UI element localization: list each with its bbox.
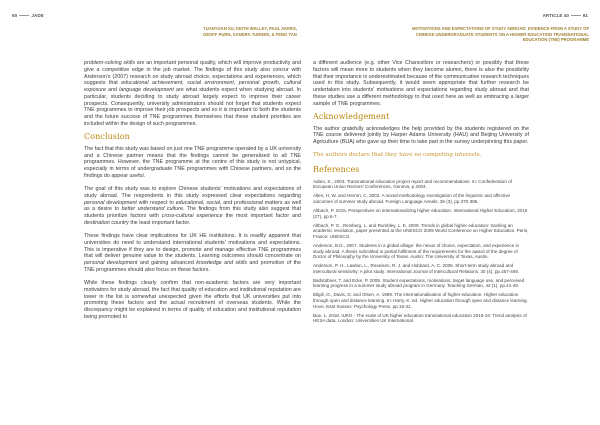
body-text: matters as well as a desire to — [84, 199, 301, 213]
reference-item: Adam, S., 2003. Transnational education project report and recommendations. In: Confederation of European Union Rectors' Conferences, Geneva, p.2004. — [313, 178, 512, 190]
left-page-header — [12, 13, 44, 18]
conclusion-paragraph-2 — [84, 186, 301, 227]
right-article-label: ARTICLE 40 — [542, 13, 569, 18]
author-list: YUANYUAN XU, KEITH WALLEY, PAUL AKERS, GEOFF PURN, SANDRA TURNER, & FENG TAN — [203, 26, 297, 37]
body-text: and gaining advanced — [137, 260, 197, 266]
emphasis-text: language development — [119, 87, 174, 93]
body-text: and promotion of the TNE programmes should also focus on these factors. — [84, 260, 301, 273]
discussion-paragraph — [84, 60, 301, 128]
right-page-header — [543, 13, 588, 18]
reference-item: Bilgili, O., Davis, D. and Olsen, A. 1999. The internationalisation of higher education. Higher education through open and distance learning. In: Harry, K. ed. Higher education through open and distance learning. Hove, East Sussex: Psychology Press, pp.15-31. — [313, 292, 528, 309]
body-text: are what students expect when studying abroad. In particular, students deciding to study abroad largely expect to improve their career prospects. Consequently, university administrators should not forget that students expect TNE programmes to improve their job prospects and so it is important to both the students and the future success of TNE programmes themselves that these student priorities are included within the design of such programmes. — [84, 87, 302, 127]
body-text: The goal of this study was to explore Chinese students' motivations and expectations of study abroad. The respondents in this study expressed clear expectations regarding — [84, 186, 301, 199]
acknowledgement-heading: Acknowledgement — [313, 111, 390, 121]
body-text: the least important factor. — [128, 219, 191, 226]
reference-item: Anderson, B.D., 2007. Students in a global village: the nexus of choice, expectation, and experience in study abroad. A thesis submitted in partial fulfilment of the requirements for the award of the degree of Doctor of Philosophy by the University of Texas. Austin: The University of Texas, Austin. — [313, 242, 520, 260]
body-text: These findings have clear implications for UK HE institutions. It is readily apparent that universities do need to understand international students' motivations and expectations. This is imperative if they are to design, promote and manage effective TNE programmes that will deliver genuine value to the students. Learning outcomes should concentrate on — [84, 233, 301, 260]
emphasis-text: destination country — [84, 219, 129, 226]
running-head-title: MOTIVATIONS AND EXPECTATIONS OF STUDY ABROAD: EVIDENCE FROM A STUDY OF CHINESE UNDERGRADUATE STUDENTS ON A HIGHER EDUCATION TRANSNATIONAL EDUCATION (TNE) PROGRAMME — [412, 26, 589, 43]
reference-item: Altbach, P. 2015. Perspectives on internationalizing higher education. International Higher Education, 2015 (27), pp.6-7. — [313, 207, 528, 219]
emphasis-text: problem-solving skills — [84, 60, 135, 66]
emphasis-text: cross-cultural experience — [161, 213, 223, 219]
emphasis-text: better understand culture — [121, 206, 183, 213]
body-text: and — [221, 199, 235, 206]
reference-list — [313, 179, 529, 324]
reference-item: Altbach, P. G., Reisberg, L. and Rumbley, L. E. 2009. Trends in global higher education: tracking an academic revolution, paper presented at the UNESCO 2009 World Conference on Higher Education. Paris, France: UNESCO. — [313, 222, 529, 239]
right-page-number: 61 — [582, 13, 588, 18]
left-page-number: 60 — [12, 13, 18, 18]
body-text: . The findings from this study also suggest that students prioritize factors with — [84, 206, 301, 219]
emphasis-text: knowledge and skills — [196, 260, 247, 266]
continued-paragraph: a different audience (e.g. other Vice Chancellors or researchers) or possibly that these factors will mean more to students when they become alumni, there is also the possibility that their importance is underestimated because of the communicative research techniques used in this study. Subsequently, it would seem appropriate that further research be undertaken into students' motivations and expectations regarding study abroad and that these studies use a different methodology to that used here as well as embracing a larger sample of TNE programmes. — [313, 60, 529, 107]
emphasis-text: professional — [234, 199, 263, 206]
conclusion-heading: Conclusion — [84, 132, 130, 141]
reference-item: Boe, L. 2018. IUKG - The scale of UK higher education transnational education 2015-16: Trend analysis of HESA data. London: Universities UK International. — [313, 312, 527, 324]
header-divider — [19, 15, 29, 16]
reference-item: Allen, H. W. and Herron, C. 2003. A mixed-methodology investigation of the linguistic and affective outcomes of summer study abroad. Foreign Language Annals, 36 (3), pp.370-385. — [313, 193, 511, 205]
emphasis-text: educational achievement, social environment, personal growth, cultural exposure — [84, 80, 301, 93]
conclusion-paragraph-3 — [84, 233, 301, 274]
body-text: and — [105, 87, 120, 93]
references-heading: References — [313, 165, 360, 174]
reference-item: Anderson, P. H., Lawton, L., Rexeisen, R. J. and Hubbard, A. C. 2006. Short-term study abroad and intercultural sensitivity: A pilot study. International Journal of Intercultural Relations, 30 (4), pp.457-469. — [313, 263, 520, 274]
body-text: with respect to — [136, 199, 176, 206]
emphasis-text: personal development — [84, 199, 137, 206]
left-journal-name: JADE — [31, 13, 44, 18]
left-text-column — [84, 60, 301, 321]
emphasis-text: personal development — [84, 260, 138, 266]
emphasis-text: educational, social, — [175, 199, 222, 206]
body-text: the most important factor and — [222, 213, 301, 219]
header-divider — [571, 15, 581, 16]
body-text: are an important personal quality, which will improve productivity and give a competitive edge in the job market. The findings of this study also concur with Anderson's (2007) research on study abroad choice, expectations and experiences, which suggests that — [84, 60, 301, 87]
conclusion-paragraph-4: While these findings clearly confirm that non-academic factors are very important motivators for study abroad, the fact that quality of education and institutional reputation are lower in the list is somewhat unexpected given the efforts that UK universities put into promoting these factors and the actual recruitment of overseas students. While the discrepancy might be explained in terms of quality of education and institutional reputation being promoted to — [84, 280, 301, 320]
conclusion-paragraph-1: The fact that this study was based on just one TNE programme operated by a UK university and a Chinese partner means that the findings cannot be generalised to all TNE programmes. However, the TNE programme at the centre of this study is not untypical, especially in terms of undergraduate TNE programmes with Chinese partners, and so the findings do appear useful. — [84, 145, 301, 179]
right-text-column — [313, 60, 529, 327]
competing-interests-note: The authors declare that they have no competing interests. — [313, 152, 482, 159]
acknowledgement-text: The author gratefully acknowledges the help provided by the students registered on the TNE course delivered jointly by Harper Adams University (HAU) and Beijing University of Agriculture (BUA) who gave up their time to take part in the survey underpinning this paper. — [313, 125, 529, 145]
reference-item: Badstübner, T. and Ecke, P. 2009. Student expectations, motivations, target language use, and perceived learning progress in a summer study abroad program in Germany. Teaching German, 42 (1), pp.41-49. — [313, 277, 525, 289]
